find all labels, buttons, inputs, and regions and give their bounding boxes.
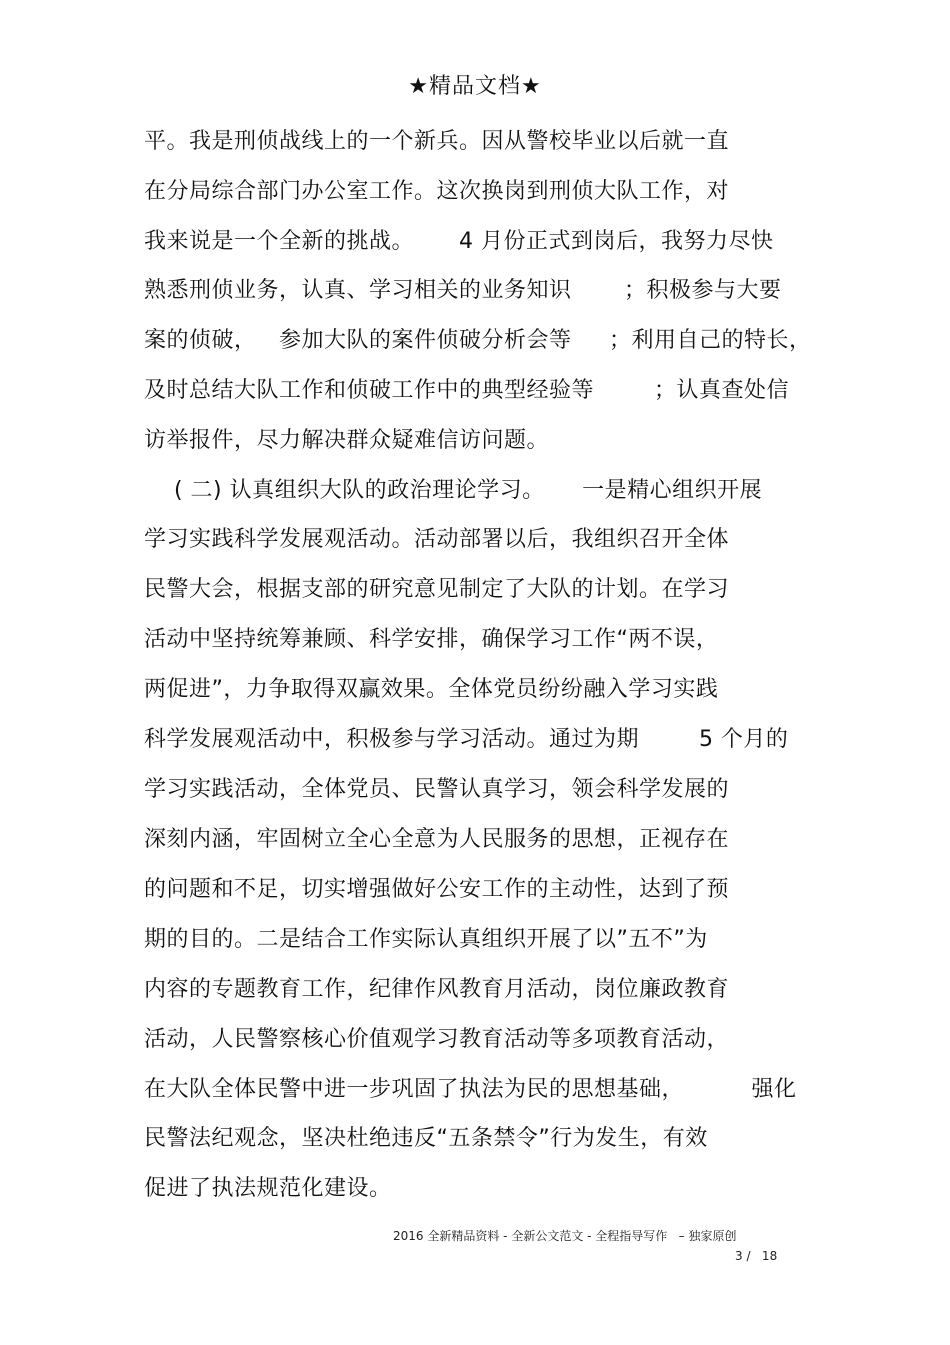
- body-text-line: 案的侦破， 参加大队的案件侦破分析会等 ；利用自己的特长，: [144, 328, 812, 353]
- footer-promo-text: 2016 全新精品资料 - 全新公文范文 - 全程指导写作 – 独家原创: [393, 1229, 737, 1243]
- body-text-line: 熟悉刑侦业务，认真、学习相关的业务知识 ；积极参与大要: [144, 278, 782, 303]
- body-text-line: 活动中坚持统筹兼顾、科学安排，确保学习工作“两不误，: [144, 627, 719, 652]
- body-text-line: 科学发展观活动中，积极参与学习活动。通过为期 5 个月的: [144, 727, 789, 752]
- body-text-line: 的问题和不足，切实增强做好公安工作的主动性，达到了预: [144, 877, 730, 902]
- body-text-line: 两促进”，力争取得双赢效果。全体党员纷纷融入学习实践: [144, 677, 719, 702]
- body-text-line: 活动，人民警察核心价值观学习教育活动等多项教育活动，: [144, 1027, 730, 1052]
- body-text-line: 在分局综合部门办公室工作。这次换岗到刑侦大队工作，对: [144, 179, 730, 204]
- body-text-line: 内容的专题教育工作，纪律作风教育月活动，岗位廉政教育: [144, 977, 730, 1002]
- body-text-line: 访举报件，尽力解决群众疑难信访问题。: [144, 428, 550, 453]
- body-text-line: 促进了执法规范化建设。: [144, 1176, 392, 1201]
- body-text-line: 民警大会，根据支部的研究意见制定了大队的计划。在学习: [144, 577, 730, 602]
- body-text-line: 民警法纪观念，坚决杜绝违反“五条禁令”行为发生，有效: [144, 1126, 708, 1151]
- body-text-line: 我来说是一个全新的挑战。 4 月份正式到岗后，我努力尽快: [144, 229, 774, 254]
- footer-page-number: 3 / 18: [735, 1249, 778, 1263]
- body-text-line: 学习实践活动，全体党员、民警认真学习，领会科学发展的: [144, 777, 730, 802]
- body-text-line: 期的目的。二是结合工作实际认真组织开展了以”五不”为: [144, 927, 708, 952]
- body-text-line: 及时总结大队工作和侦破工作中的典型经验等 ；认真查处信: [144, 378, 789, 403]
- body-text-line: 平。我是刑侦战线上的一个新兵。因从警校毕业以后就一直: [144, 129, 730, 154]
- body-text-line: 学习实践科学发展观活动。活动部署以后，我组织召开全体: [144, 527, 730, 552]
- body-text-line: ( 二) 认真组织大队的政治理论学习。 一是精心组织开展: [144, 478, 763, 503]
- page-header-title: ★精品文档★: [408, 74, 542, 99]
- body-text-line: 在大队全体民警中进一步巩固了执法为民的思想基础， 强化: [144, 1077, 797, 1102]
- body-text-line: 深刻内涵，牢固树立全心全意为人民服务的思想，正视存在: [144, 827, 730, 852]
